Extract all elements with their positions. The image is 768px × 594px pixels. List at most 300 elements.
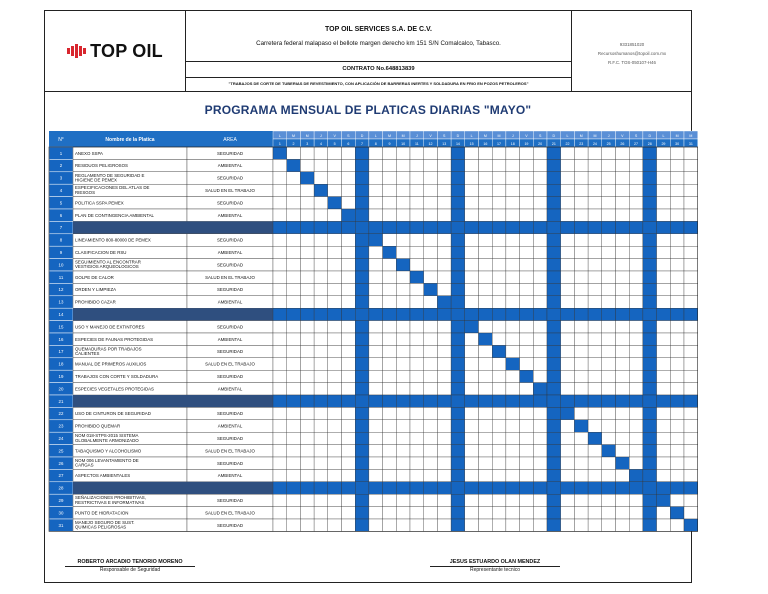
schedule-cell bbox=[369, 358, 383, 370]
sunday-column-cell bbox=[355, 432, 369, 444]
weekday-label: M bbox=[387, 134, 391, 138]
schedule-cell bbox=[383, 358, 397, 370]
row-number: 26 bbox=[58, 460, 64, 466]
schedule-cell bbox=[465, 383, 479, 395]
area-label: AMBIENTAL bbox=[217, 423, 243, 429]
schedule-cell bbox=[300, 383, 314, 395]
header-name: Nombre de la Platica bbox=[105, 137, 155, 143]
schedule-cell bbox=[273, 358, 287, 370]
schedule-cell bbox=[396, 507, 410, 519]
schedule-cell bbox=[670, 445, 684, 457]
schedule-cell bbox=[602, 457, 616, 469]
schedule-cell bbox=[328, 283, 342, 295]
schedule-cell bbox=[369, 420, 383, 432]
schedule-cell bbox=[492, 383, 506, 395]
sunday-row-cell bbox=[342, 308, 356, 320]
schedule-cell bbox=[383, 469, 397, 481]
schedule-cell bbox=[342, 197, 356, 209]
sunday-row-cell bbox=[424, 308, 438, 320]
schedule-cell bbox=[314, 246, 328, 258]
day-label: 1 bbox=[278, 142, 281, 146]
schedule-cell bbox=[300, 234, 314, 246]
schedule-cell bbox=[314, 469, 328, 481]
schedule-cell bbox=[616, 234, 630, 246]
day-label: 17 bbox=[497, 142, 502, 146]
schedule-cell bbox=[424, 296, 438, 308]
schedule-cell bbox=[314, 283, 328, 295]
schedule-cell bbox=[561, 494, 575, 506]
schedule-cell bbox=[616, 296, 630, 308]
sunday-row-cell bbox=[670, 482, 684, 494]
schedule-cell bbox=[629, 345, 643, 357]
schedule-cell bbox=[588, 407, 602, 419]
schedule-cell bbox=[616, 469, 630, 481]
schedule-cell bbox=[383, 420, 397, 432]
scheduled-talk-mark bbox=[342, 209, 356, 221]
sunday-column-cell bbox=[643, 519, 657, 531]
schedule-cell bbox=[561, 246, 575, 258]
schedule-cell bbox=[506, 494, 520, 506]
schedule-cell bbox=[465, 159, 479, 171]
weekday-label: D bbox=[552, 134, 556, 138]
sunday-column-cell bbox=[643, 407, 657, 419]
schedule-cell bbox=[273, 333, 287, 345]
sunday-column-cell bbox=[547, 345, 561, 357]
weekday-label: L bbox=[662, 134, 665, 138]
contract-number: CONTRATO No.648813839 bbox=[342, 66, 415, 72]
schedule-cell bbox=[273, 383, 287, 395]
schedule-cell bbox=[657, 184, 671, 196]
sunday-row-cell bbox=[342, 395, 356, 407]
day-label: 15 bbox=[469, 142, 474, 146]
sunday-row-cell bbox=[533, 395, 547, 407]
schedule-cell bbox=[588, 259, 602, 271]
schedule-cell bbox=[506, 445, 520, 457]
schedule-cell bbox=[588, 147, 602, 159]
schedule-cell bbox=[520, 333, 534, 345]
sunday-row-cell bbox=[520, 221, 534, 233]
scheduled-talk-mark bbox=[561, 407, 575, 419]
sunday-column-cell bbox=[451, 457, 465, 469]
schedule-cell bbox=[273, 519, 287, 531]
row-number: 5 bbox=[59, 200, 63, 206]
day-label: 24 bbox=[592, 142, 597, 146]
schedule-cell bbox=[479, 259, 493, 271]
schedule-cell bbox=[629, 296, 643, 308]
schedule-cell bbox=[287, 383, 301, 395]
schedule-cell bbox=[342, 457, 356, 469]
schedule-cell bbox=[314, 457, 328, 469]
sunday-row-cell bbox=[465, 395, 479, 407]
schedule-cell bbox=[300, 271, 314, 283]
row-number: 16 bbox=[58, 336, 64, 342]
schedule-cell bbox=[657, 234, 671, 246]
schedule-cell bbox=[657, 246, 671, 258]
sunday-column-cell bbox=[451, 345, 465, 357]
schedule-cell bbox=[561, 209, 575, 221]
schedule-cell bbox=[574, 172, 588, 184]
schedule-cell bbox=[479, 358, 493, 370]
schedule-cell bbox=[287, 246, 301, 258]
sunday-row-cell bbox=[657, 395, 671, 407]
sunday-column-cell bbox=[355, 370, 369, 382]
sunday-row-bar bbox=[73, 482, 273, 494]
schedule-cell bbox=[300, 197, 314, 209]
schedule-cell bbox=[492, 283, 506, 295]
schedule-cell bbox=[287, 259, 301, 271]
sunday-row-cell bbox=[602, 395, 616, 407]
schedule-cell bbox=[465, 420, 479, 432]
schedule-cell bbox=[492, 370, 506, 382]
sunday-column-cell bbox=[547, 420, 561, 432]
weekday-label: M bbox=[497, 134, 501, 138]
schedule-cell bbox=[342, 259, 356, 271]
signature-technical-role: Representante tecnico bbox=[469, 567, 521, 573]
schedule-cell bbox=[410, 507, 424, 519]
schedule-cell bbox=[479, 407, 493, 419]
schedule-cell bbox=[369, 296, 383, 308]
sunday-column-cell bbox=[451, 184, 465, 196]
schedule-cell bbox=[437, 383, 451, 395]
sunday-row-cell bbox=[506, 221, 520, 233]
schedule-cell bbox=[533, 457, 547, 469]
schedule-cell bbox=[574, 333, 588, 345]
schedule-cell bbox=[533, 184, 547, 196]
schedule-cell bbox=[287, 296, 301, 308]
weekday-label: L bbox=[278, 134, 281, 138]
sunday-row-cell bbox=[437, 308, 451, 320]
schedule-cell bbox=[287, 519, 301, 531]
sunday-row-cell bbox=[437, 221, 451, 233]
row-number: 29 bbox=[58, 498, 64, 503]
schedule-cell bbox=[410, 246, 424, 258]
schedule-cell bbox=[369, 283, 383, 295]
schedule-cell bbox=[437, 494, 451, 506]
sunday-row-cell bbox=[547, 221, 561, 233]
schedule-cell bbox=[684, 296, 698, 308]
schedule-cell bbox=[629, 159, 643, 171]
row-number: 24 bbox=[58, 436, 64, 441]
schedule-cell bbox=[506, 296, 520, 308]
schedule-cell bbox=[273, 432, 287, 444]
schedule-cell bbox=[479, 519, 493, 531]
sunday-column-cell bbox=[451, 246, 465, 258]
schedule-cell bbox=[479, 457, 493, 469]
schedule-cell bbox=[342, 507, 356, 519]
sunday-column-cell bbox=[547, 197, 561, 209]
sunday-row-cell bbox=[574, 395, 588, 407]
schedule-cell bbox=[465, 283, 479, 295]
sunday-column-cell bbox=[451, 296, 465, 308]
sunday-column-cell bbox=[451, 197, 465, 209]
weekday-label: V bbox=[621, 134, 624, 138]
schedule-cell bbox=[465, 358, 479, 370]
schedule-cell bbox=[561, 234, 575, 246]
schedule-cell bbox=[492, 333, 506, 345]
schedule-cell bbox=[629, 507, 643, 519]
document-page bbox=[44, 10, 692, 583]
sunday-column-cell bbox=[451, 383, 465, 395]
schedule-cell bbox=[629, 445, 643, 457]
schedule-cell bbox=[657, 147, 671, 159]
topic-name: RESIDUOS PELIGROSOS bbox=[75, 163, 128, 169]
schedule-cell bbox=[410, 432, 424, 444]
schedule-cell bbox=[479, 197, 493, 209]
schedule-cell bbox=[588, 172, 602, 184]
schedule-cell bbox=[300, 283, 314, 295]
schedule-cell bbox=[492, 432, 506, 444]
sunday-column-cell bbox=[451, 469, 465, 481]
schedule-cell bbox=[328, 259, 342, 271]
schedule-cell bbox=[574, 296, 588, 308]
topic-name: PUNTO DE HIDRATACION bbox=[75, 510, 129, 516]
weekday-label: D bbox=[456, 134, 460, 138]
schedule-cell bbox=[465, 507, 479, 519]
schedule-cell bbox=[670, 296, 684, 308]
schedule-cell bbox=[300, 345, 314, 357]
schedule-cell bbox=[616, 383, 630, 395]
schedule-cell bbox=[424, 420, 438, 432]
scheduled-talk-mark bbox=[465, 321, 479, 333]
sunday-column-cell bbox=[547, 519, 561, 531]
sunday-column-cell bbox=[547, 184, 561, 196]
schedule-cell bbox=[492, 271, 506, 283]
schedule-cell bbox=[383, 209, 397, 221]
schedule-cell bbox=[670, 246, 684, 258]
schedule-cell bbox=[670, 383, 684, 395]
schedule-cell bbox=[588, 457, 602, 469]
schedule-cell bbox=[629, 209, 643, 221]
scheduled-talk-mark bbox=[520, 370, 534, 382]
schedule-cell bbox=[328, 246, 342, 258]
sunday-column-cell bbox=[643, 370, 657, 382]
topic-name: POLITICA SSPA PEMEX bbox=[75, 200, 124, 206]
schedule-cell bbox=[479, 507, 493, 519]
sunday-column-cell bbox=[451, 358, 465, 370]
area-label: SEGURIDAD bbox=[216, 436, 244, 441]
schedule-cell bbox=[520, 445, 534, 457]
weekday-label: V bbox=[333, 134, 336, 138]
schedule-cell bbox=[602, 407, 616, 419]
schedule-cell bbox=[465, 296, 479, 308]
schedule-cell bbox=[574, 407, 588, 419]
schedule-cell bbox=[342, 296, 356, 308]
sunday-column-cell bbox=[643, 147, 657, 159]
schedule-cell bbox=[588, 519, 602, 531]
schedule-cell bbox=[273, 457, 287, 469]
schedule-cell bbox=[314, 345, 328, 357]
sunday-column-cell bbox=[643, 358, 657, 370]
area-label: SEGURIDAD bbox=[216, 262, 244, 268]
sunday-row-cell bbox=[328, 221, 342, 233]
topic-name: USO Y MANEJO DE EXTINTORES bbox=[75, 324, 145, 330]
schedule-cell bbox=[437, 333, 451, 345]
schedule-cell bbox=[520, 246, 534, 258]
sunday-row-cell bbox=[287, 221, 301, 233]
sunday-row-cell bbox=[602, 308, 616, 320]
schedule-cell bbox=[602, 519, 616, 531]
sunday-column-cell bbox=[355, 469, 369, 481]
row-number: 31 bbox=[58, 522, 64, 528]
topic-name: TRABAJOS CON CORTE Y SOLDADURA bbox=[75, 374, 159, 379]
sunday-row-cell bbox=[479, 221, 493, 233]
sunday-row-cell bbox=[616, 221, 630, 233]
sunday-column-cell bbox=[451, 519, 465, 531]
schedule-cell bbox=[574, 345, 588, 357]
schedule-cell bbox=[561, 333, 575, 345]
sunday-row-cell bbox=[287, 308, 301, 320]
schedule-cell bbox=[410, 370, 424, 382]
sunday-row-cell bbox=[588, 395, 602, 407]
schedule-cell bbox=[437, 271, 451, 283]
schedule-cell bbox=[328, 407, 342, 419]
weekday-label: D bbox=[360, 134, 364, 138]
schedule-cell bbox=[533, 358, 547, 370]
row-number: 9 bbox=[59, 250, 63, 255]
schedule-cell bbox=[369, 519, 383, 531]
schedule-cell bbox=[424, 321, 438, 333]
weekday-label: L bbox=[374, 134, 377, 138]
sunday-column-cell bbox=[547, 494, 561, 506]
row-number: 20 bbox=[58, 386, 64, 392]
sunday-column-cell bbox=[643, 296, 657, 308]
sunday-row-cell bbox=[588, 482, 602, 494]
schedule-cell bbox=[629, 407, 643, 419]
schedule-cell bbox=[342, 234, 356, 246]
schedule-cell bbox=[328, 172, 342, 184]
area-label: SEGURIDAD bbox=[216, 324, 244, 330]
schedule-cell bbox=[314, 507, 328, 519]
schedule-cell bbox=[328, 420, 342, 432]
sunday-column-cell bbox=[355, 259, 369, 271]
sunday-column-cell bbox=[643, 469, 657, 481]
row-number: 19 bbox=[58, 374, 64, 379]
scheduled-talk-mark bbox=[670, 507, 684, 519]
schedule-cell bbox=[616, 184, 630, 196]
schedule-cell bbox=[396, 383, 410, 395]
schedule-cell bbox=[520, 283, 534, 295]
sunday-row-cell bbox=[670, 395, 684, 407]
sunday-row-cell bbox=[410, 482, 424, 494]
schedule-cell bbox=[602, 507, 616, 519]
schedule-cell bbox=[561, 383, 575, 395]
sunday-column-cell bbox=[547, 271, 561, 283]
sunday-column-cell bbox=[547, 457, 561, 469]
schedule-cell bbox=[383, 333, 397, 345]
sunday-row-cell bbox=[451, 221, 465, 233]
sunday-row-cell bbox=[465, 221, 479, 233]
schedule-cell bbox=[561, 345, 575, 357]
sunday-row-cell bbox=[616, 308, 630, 320]
schedule-cell bbox=[492, 209, 506, 221]
sunday-row-cell bbox=[451, 395, 465, 407]
schedule-cell bbox=[561, 358, 575, 370]
sunday-column-cell bbox=[355, 507, 369, 519]
sunday-column-cell bbox=[547, 283, 561, 295]
schedule-cell bbox=[396, 147, 410, 159]
weekday-label: V bbox=[429, 134, 432, 138]
schedule-cell bbox=[437, 507, 451, 519]
topic-name: ORDEN Y LIMPIEZA bbox=[75, 287, 117, 293]
schedule-cell bbox=[602, 259, 616, 271]
schedule-cell bbox=[670, 457, 684, 469]
schedule-cell bbox=[273, 197, 287, 209]
schedule-cell bbox=[300, 209, 314, 221]
sunday-row-cell bbox=[273, 395, 287, 407]
schedule-cell bbox=[396, 494, 410, 506]
schedule-cell bbox=[437, 358, 451, 370]
schedule-cell bbox=[300, 147, 314, 159]
schedule-cell bbox=[437, 445, 451, 457]
schedule-cell bbox=[670, 420, 684, 432]
scheduled-talk-mark bbox=[588, 432, 602, 444]
schedule-cell bbox=[410, 172, 424, 184]
schedule-cell bbox=[369, 333, 383, 345]
day-label: 10 bbox=[401, 142, 406, 146]
schedule-cell bbox=[383, 345, 397, 357]
schedule-cell bbox=[520, 469, 534, 481]
schedule-cell bbox=[273, 259, 287, 271]
weekday-label: M bbox=[292, 134, 296, 138]
area-label: SEGURIDAD bbox=[216, 150, 244, 156]
schedule-cell bbox=[574, 383, 588, 395]
sunday-row-cell bbox=[355, 395, 369, 407]
schedule-cell bbox=[670, 234, 684, 246]
sunday-column-cell bbox=[451, 209, 465, 221]
area-label: AMBIENTAL bbox=[217, 212, 243, 218]
schedule-cell bbox=[410, 184, 424, 196]
schedule-cell bbox=[684, 420, 698, 432]
row-number: 30 bbox=[58, 510, 64, 516]
sunday-column-cell bbox=[643, 283, 657, 295]
schedule-cell bbox=[506, 370, 520, 382]
schedule-cell bbox=[520, 321, 534, 333]
sunday-row-cell bbox=[369, 482, 383, 494]
schedule-cell bbox=[328, 445, 342, 457]
sunday-column-cell bbox=[355, 184, 369, 196]
schedule-cell bbox=[506, 184, 520, 196]
schedule-cell bbox=[533, 259, 547, 271]
sunday-row-cell bbox=[383, 308, 397, 320]
schedule-cell bbox=[369, 445, 383, 457]
sunday-column-cell bbox=[547, 172, 561, 184]
schedule-cell bbox=[602, 296, 616, 308]
schedule-cell bbox=[424, 494, 438, 506]
schedule-cell bbox=[328, 507, 342, 519]
schedule-cell bbox=[300, 358, 314, 370]
scheduled-talk-mark bbox=[437, 296, 451, 308]
sunday-row-cell bbox=[479, 395, 493, 407]
schedule-cell bbox=[574, 159, 588, 171]
schedule-cell bbox=[369, 370, 383, 382]
scheduled-talk-mark bbox=[328, 197, 342, 209]
scheduled-talk-mark bbox=[616, 457, 630, 469]
schedule-cell bbox=[328, 383, 342, 395]
schedule-cell bbox=[520, 457, 534, 469]
schedule-cell bbox=[369, 184, 383, 196]
schedule-cell bbox=[424, 519, 438, 531]
schedule-cell bbox=[588, 234, 602, 246]
sunday-row-cell bbox=[547, 395, 561, 407]
area-label: SALUD EN EL TRABAJO bbox=[205, 448, 255, 454]
schedule-cell bbox=[342, 184, 356, 196]
scheduled-talk-mark bbox=[287, 159, 301, 171]
schedule-cell bbox=[328, 494, 342, 506]
schedule-cell bbox=[602, 420, 616, 432]
schedule-cell bbox=[424, 333, 438, 345]
sunday-column-cell bbox=[451, 271, 465, 283]
sunday-row-cell bbox=[355, 221, 369, 233]
